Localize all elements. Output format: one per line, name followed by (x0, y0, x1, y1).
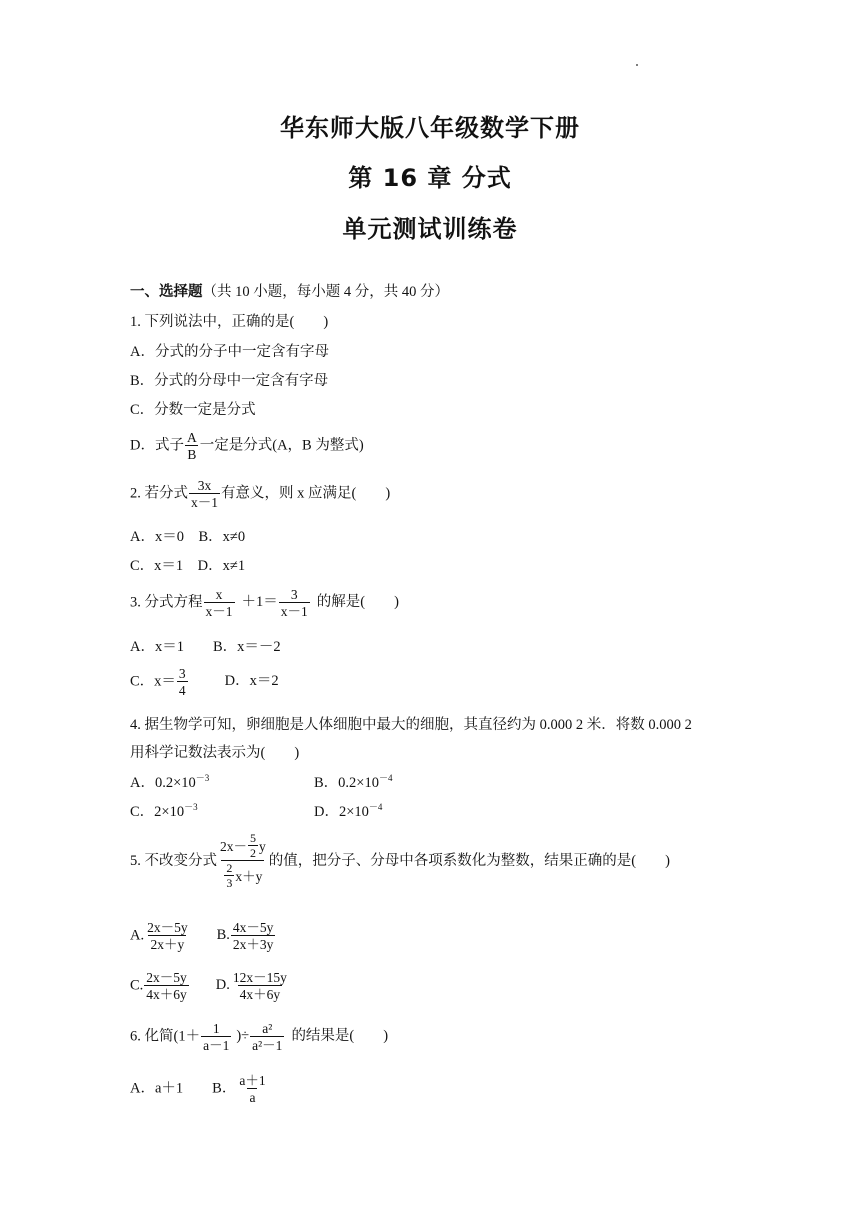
fraction-numerator: 1 (212, 1021, 220, 1036)
q5-options-ab (130, 920, 276, 952)
q4-option-d (314, 803, 382, 821)
q5-prefix: 5. 不改变分式 (130, 853, 217, 869)
q5-complex-numerator (218, 832, 268, 860)
q6-middle: )÷ (236, 1028, 250, 1045)
q3-middle: ＋1＝ (241, 594, 278, 611)
fraction-denominator: 3 (226, 876, 233, 890)
q4-option-a (130, 774, 209, 792)
q5-c-label: C. (130, 977, 144, 994)
page-title: 华东师大版八年级数学下册 (280, 114, 580, 142)
fraction-denominator: a (249, 1090, 256, 1105)
fraction-numerator: 2x－5y (147, 920, 188, 935)
q6-options-ab (130, 1073, 269, 1105)
question-6-stem (130, 1021, 388, 1053)
q4-option-c (130, 803, 198, 821)
q4-a-base: A．0.2×10 (130, 775, 196, 791)
fraction-numerator: 12x－15y (232, 970, 287, 985)
fraction-numerator: 2x－5y (146, 970, 187, 985)
q4-b-exponent: －4 (378, 773, 393, 783)
fraction-denominator: 4 (178, 683, 186, 698)
q4-c-base: C．2×10 (130, 804, 185, 820)
fraction-denominator: 4x＋6y (146, 987, 187, 1002)
section-heading-label: 一、选择题 (130, 284, 203, 300)
q2-prefix: 2. 若分式 (130, 485, 188, 502)
q5-b-fraction (231, 920, 276, 952)
q4-d-exponent: －4 (368, 802, 383, 812)
corner-dot (636, 64, 638, 66)
q1-d-prefix: D．式子 (130, 437, 184, 454)
q3-suffix: 的解是( ) (316, 594, 399, 611)
section-heading-note: （共 10 小题，每小题 4 分，共 40 分） (202, 284, 449, 300)
q6-prefix: 6. 化简(1＋ (130, 1028, 201, 1045)
q1-d-fraction (185, 430, 199, 462)
q3-options-ab: A．x＝1 B．x＝－2 (130, 639, 281, 655)
q1-option-d (130, 430, 364, 462)
q5-complex-denominator (221, 860, 264, 890)
q6-suffix: 的结果是( ) (291, 1028, 389, 1045)
question-4-line-2: 用科学记数法表示为( ) (130, 745, 300, 761)
q3-option-d: D．x＝2 (224, 673, 279, 690)
q1-d-suffix: 一定是分式(A，B 为整式) (199, 437, 364, 454)
q5-top-fraction (248, 832, 258, 860)
q4-a-exponent: －3 (195, 773, 210, 783)
q4-b-base: B．0.2×10 (314, 775, 379, 791)
q5-suffix: 的值，把分子、分母中各项系数化为整数，结果正确的是( ) (268, 853, 670, 869)
q5-a-fraction (145, 920, 190, 952)
fraction-numerator: a＋1 (239, 1073, 266, 1088)
question-1-stem: 1. 下列说法中，正确的是( ) (130, 314, 329, 330)
q5-d-fraction (231, 970, 289, 1002)
q6-fraction-1 (201, 1021, 231, 1053)
fraction-numerator: 2 (226, 861, 233, 875)
q3-prefix: 3. 分式方程 (130, 594, 203, 611)
q5-complex-fraction (218, 832, 268, 890)
q3-fraction-1 (204, 587, 235, 619)
section-heading (130, 283, 449, 301)
q4-d-base: D．2×10 (314, 804, 369, 820)
fraction-denominator: a－1 (203, 1038, 230, 1053)
q2-options-ab: A．x＝0 B．x≠0 (130, 529, 246, 545)
question-3-stem (130, 587, 399, 619)
fraction-numerator: x (215, 587, 223, 602)
fraction-numerator: 4x－5y (232, 920, 274, 935)
test-title: 单元测试训练卷 (342, 215, 518, 243)
q6-b-fraction (237, 1073, 267, 1105)
q3-c-fraction (177, 666, 188, 698)
q5-b-label: B. (216, 927, 230, 944)
q3-fraction-2 (279, 587, 310, 619)
q4-option-b (314, 774, 393, 792)
q5-top-prefix: 2x－ (220, 838, 247, 854)
question-5-stem (130, 832, 670, 890)
question-2-stem (130, 478, 390, 510)
fraction-denominator: x－1 (191, 495, 218, 510)
fraction-numerator: 3 (178, 666, 186, 681)
q5-options-cd (130, 970, 290, 1002)
fraction-denominator: x－1 (280, 604, 308, 619)
chapter-title: 第 16 章 分式 (348, 164, 512, 192)
fraction-denominator: a²－1 (252, 1038, 283, 1053)
q5-d-label: D. (215, 977, 230, 994)
q5-c-fraction (144, 970, 189, 1002)
fraction-denominator: 2 (250, 846, 256, 860)
fraction-numerator: a² (262, 1021, 273, 1036)
q3-options-cd (130, 666, 279, 698)
q1-option-a: A．分式的分子中一定含有字母 (130, 344, 329, 360)
q2-suffix: 有意义，则 x 应满足( ) (221, 485, 391, 502)
q1-option-b: B．分式的分母中一定含有字母 (130, 373, 329, 389)
q4-c-exponent: －3 (184, 802, 198, 812)
q1-option-c: C．分数一定是分式 (130, 402, 256, 418)
question-4-line-1: 4. 据生物学可知，卵细胞是人体细胞中最大的细胞，其直径约为 0.000 2 米．将数 0.000 2 (130, 717, 692, 733)
fraction-numerator: 3x (197, 478, 212, 493)
fraction-denominator: x－1 (205, 604, 233, 619)
q6-fraction-2 (250, 1021, 284, 1053)
q2-options-cd: C．x＝1 D．x≠1 (130, 558, 246, 574)
fraction-denominator: 4x＋6y (239, 987, 281, 1002)
q6-a-label: A．a＋1 B． (130, 1080, 237, 1097)
fraction-numerator: 5 (250, 831, 256, 845)
q2-fraction (189, 478, 220, 510)
q5-top-suffix: y (259, 838, 266, 854)
q5-bottom-fraction (224, 862, 234, 890)
q5-bottom-suffix: x＋y (235, 868, 263, 884)
q3-c-prefix: C．x＝ (130, 673, 176, 690)
fraction-denominator: 2x＋3y (232, 937, 274, 952)
q5-a-label: A. (130, 927, 145, 944)
fraction-numerator: 3 (290, 587, 298, 602)
fraction-denominator: 2x＋y (150, 937, 185, 952)
fraction-denominator: B (187, 447, 197, 462)
fraction-numerator: A (186, 430, 197, 445)
